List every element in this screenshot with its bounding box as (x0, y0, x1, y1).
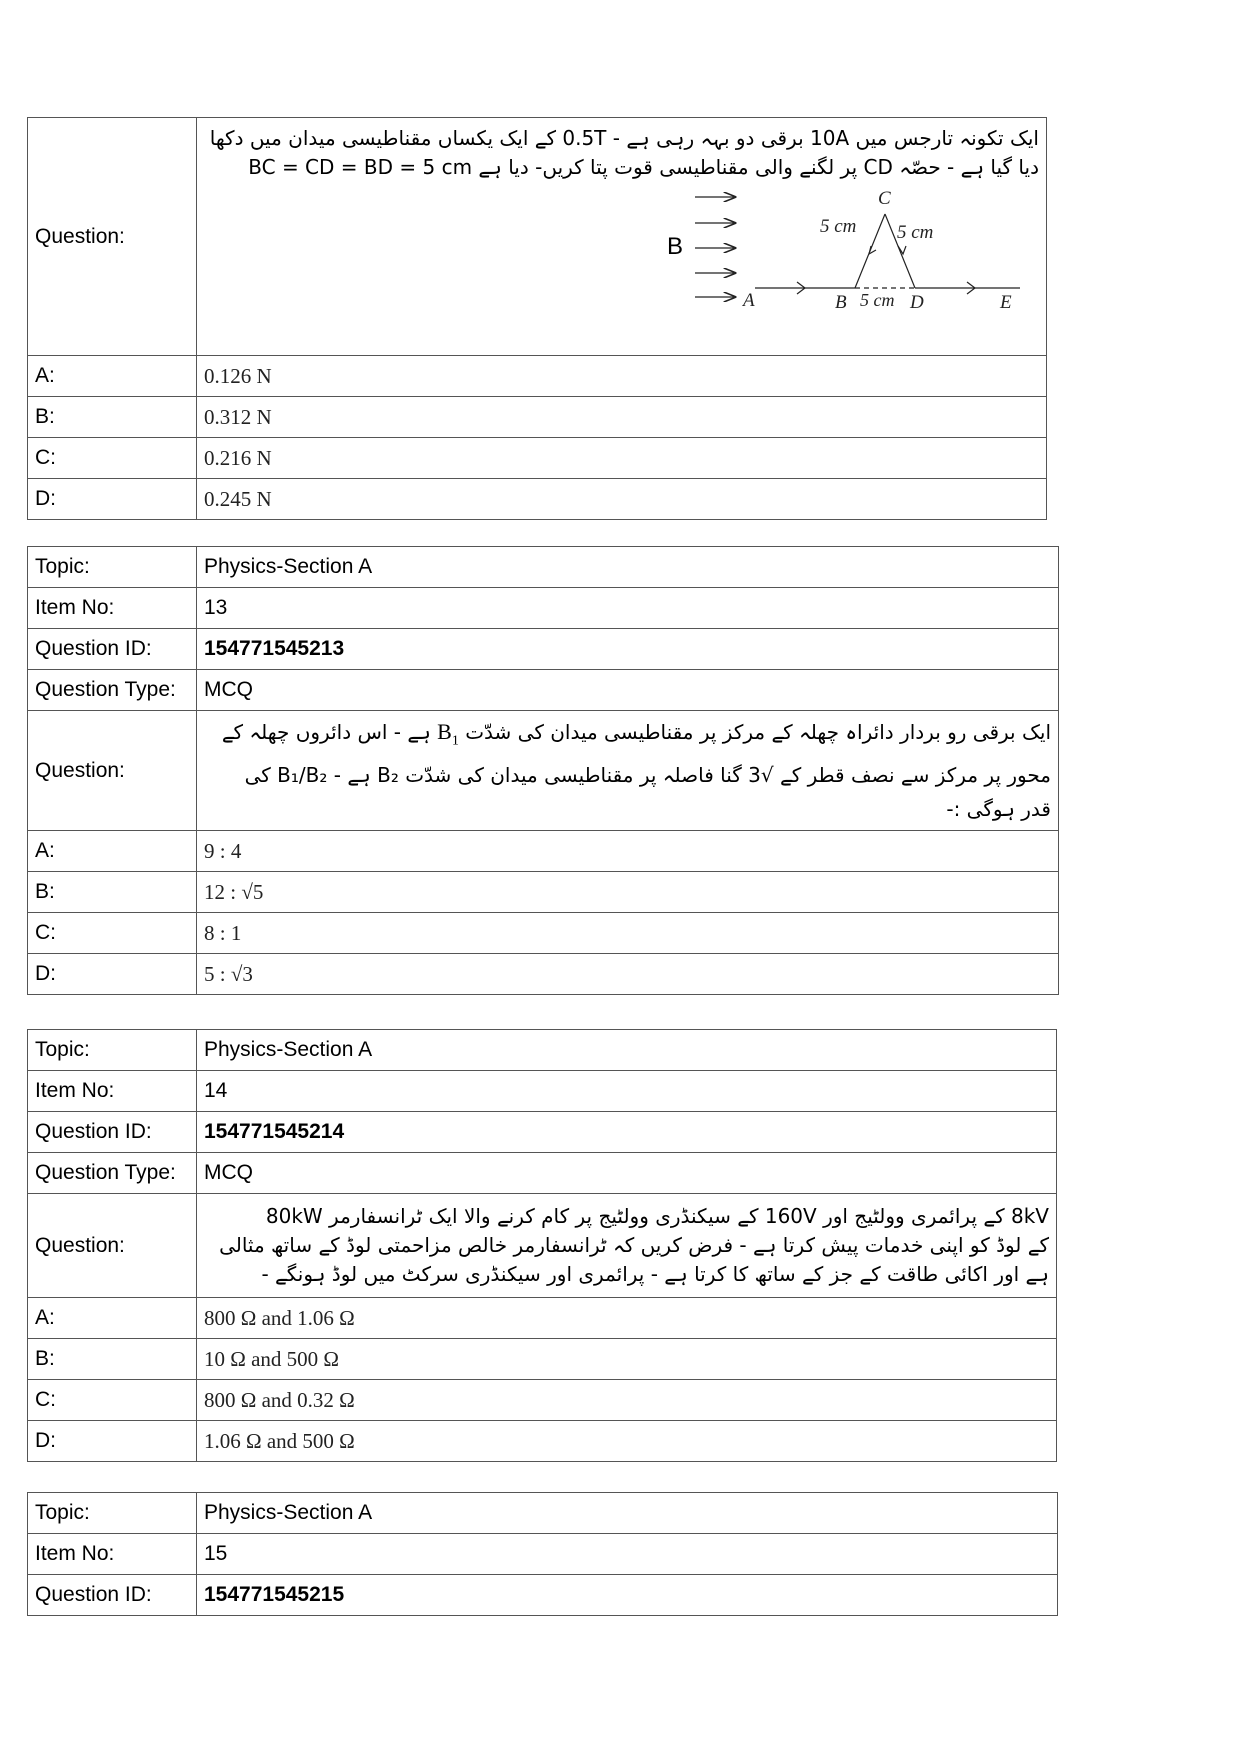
question-text (197, 1194, 1057, 1298)
question-13-table (27, 546, 1059, 995)
topic-label: Topic: (28, 1030, 197, 1071)
option-c-value: 8 : 1 (197, 913, 1059, 954)
side-bd-label: 5 cm (860, 290, 895, 310)
option-c-label: C: (28, 913, 197, 954)
question-id-value: 154771545213 (197, 629, 1059, 670)
question-type-label: Question Type: (28, 670, 197, 711)
question-label: Question: (28, 711, 197, 831)
option-d-label: D: (28, 479, 197, 520)
question-id-label: Question ID: (28, 1575, 197, 1616)
option-b-label: B: (28, 397, 197, 438)
question-line: ہے اور اکائی طاقت کے جز کے ساتھ کا کرتا ہے - پرائمری اور سیکنڈری سرکٹ میں لوڈ ہونگے - (261, 1262, 1049, 1286)
option-a-value: 800 Ω and 1.06 Ω (197, 1298, 1057, 1339)
point-c-label: C (878, 188, 891, 209)
field-arrows (695, 197, 735, 297)
option-d-value: 0.245 N (197, 479, 1047, 520)
option-c-value: 800 Ω and 0.32 Ω (197, 1380, 1057, 1421)
option-d-value: 5 : √3 (197, 954, 1059, 995)
b1-subscript: 1 (451, 733, 459, 749)
option-b-value: 12 : √5 (197, 872, 1059, 913)
question-line: قدر ہوگی :- (946, 797, 1051, 822)
topic-value: Physics-Section A (197, 547, 1059, 588)
side-cd-label: 5 cm (897, 222, 934, 243)
field-label: B (667, 233, 684, 260)
question-line (204, 715, 1051, 758)
question-line-part: ہے - اس دائروں چھلہ کے (221, 720, 438, 744)
topic-label: Topic: (28, 1493, 197, 1534)
option-b-label: B: (28, 872, 197, 913)
option-c-value: 0.216 N (197, 438, 1047, 479)
question-12-table (27, 117, 1047, 520)
question-line: محور پر مرکز سے نصف قطر کے √3 گنا فاصلہ پر مقناطیسی میدان کی شدّت B₂ ہے - B₁/B₂ کی (244, 763, 1051, 788)
question-type-label: Question Type: (28, 1153, 197, 1194)
option-d-label: D: (28, 1421, 197, 1462)
item-no-value: 15 (197, 1534, 1058, 1575)
option-c-label: C: (28, 438, 197, 479)
option-b-value: 10 Ω and 500 Ω (197, 1339, 1057, 1380)
point-b-label: B (835, 292, 847, 312)
option-a-label: A: (28, 356, 197, 397)
question-line: کے لوڈ کو اپنی خدمات پیش کرتا ہے - فرض کریں کہ ٹرانسفارمر خالص مزاحمتی لوڈ کے ساتھ مثالی (219, 1233, 1049, 1257)
question-line: دیا گیا ہے - حصّہ CD پر لگنے والی مقناطیسی قوت پتا کریں- دیا ہے BC = CD = BD = 5 cm (248, 155, 1039, 179)
option-a-label: A: (28, 1298, 197, 1339)
option-b-label: B: (28, 1339, 197, 1380)
question-15-table (27, 1492, 1058, 1616)
question-id-label: Question ID: (28, 1112, 197, 1153)
question-line: ایک تکونہ تارجس میں 10A برقی دو بہہ رہی ہے - 0.5T کے ایک یکساں مقناطیسی میدان میں دکھا (209, 126, 1039, 150)
topic-value: Physics-Section A (197, 1493, 1058, 1534)
question-id-value: 154771545214 (197, 1112, 1057, 1153)
question-label: Question: (28, 1194, 197, 1298)
side-bc-label: 5 cm (820, 216, 857, 237)
question-id-label: Question ID: (28, 629, 197, 670)
option-d-label: D: (28, 954, 197, 995)
question-type-value: MCQ (197, 670, 1059, 711)
question-14-table (27, 1029, 1057, 1462)
option-b-value: 0.312 N (197, 397, 1047, 438)
triangle-wire-diagram (625, 182, 1025, 312)
b1-symbol: B (437, 719, 452, 744)
question-id-value: 154771545215 (197, 1575, 1058, 1616)
question-line-part: ایک برقی رو بردار دائراہ چھلہ کے مرکز پر مقناطیسی میدان کی شدّت (458, 720, 1051, 744)
item-no-label: Item No: (28, 1071, 197, 1112)
point-e-label: E (1000, 292, 1012, 312)
item-no-label: Item No: (28, 1534, 197, 1575)
point-d-label: D (910, 292, 924, 312)
topic-value: Physics-Section A (197, 1030, 1057, 1071)
question-label: Question: (28, 118, 197, 356)
option-c-label: C: (28, 1380, 197, 1421)
option-a-value: 9 : 4 (197, 831, 1059, 872)
item-no-value: 13 (197, 588, 1059, 629)
field-symbol (437, 719, 459, 749)
option-a-value: 0.126 N (197, 356, 1047, 397)
item-no-value: 14 (197, 1071, 1057, 1112)
question-text (197, 118, 1047, 356)
option-a-label: A: (28, 831, 197, 872)
topic-label: Topic: (28, 547, 197, 588)
item-no-label: Item No: (28, 588, 197, 629)
question-text (197, 711, 1059, 831)
question-line: 8kV کے پرائمری وولٹیج اور 160V کے سیکنڈری وولٹیج پر کام کرنے والا ایک ٹرانسفارمر 80kW (265, 1204, 1049, 1228)
question-type-value: MCQ (197, 1153, 1057, 1194)
option-d-value: 1.06 Ω and 500 Ω (197, 1421, 1057, 1462)
point-a-label: A (743, 290, 755, 311)
